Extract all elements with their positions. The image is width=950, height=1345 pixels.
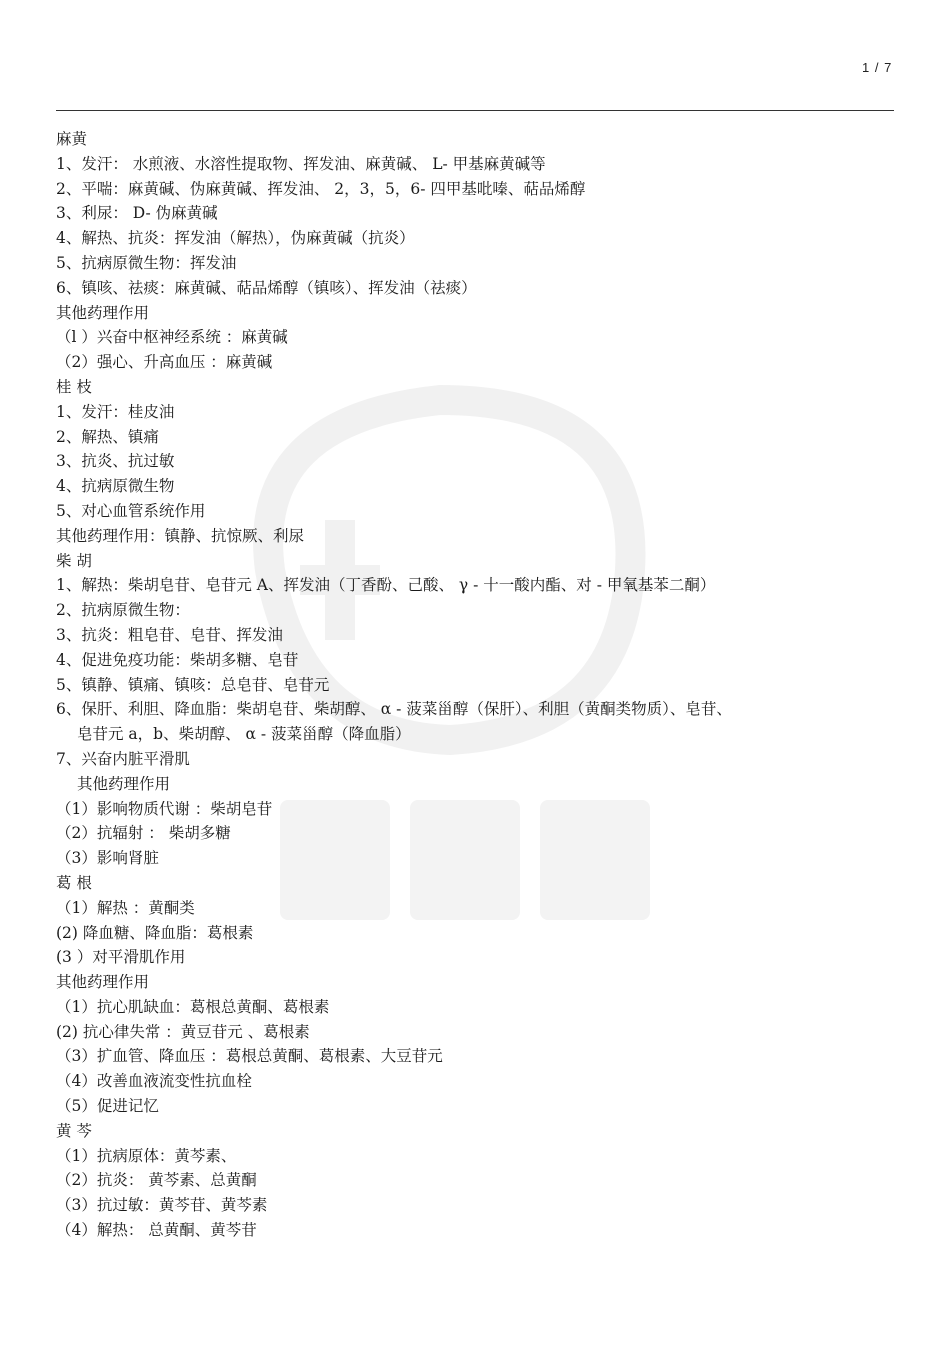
text-line: 2、解热、镇痛 — [56, 427, 159, 446]
text-line: 3、抗炎：粗皂苷、皂苷、挥发油 — [56, 625, 283, 644]
text-line: 葛 根 — [56, 873, 92, 892]
text-line: 1、解热：柴胡皂苷、皂苷元 A、挥发油（丁香酚、己酸、 γ - 十一酸内酯、对 - 甲氧基苯二酮） — [56, 576, 716, 595]
text-line: 6、镇咳、祛痰：麻黄碱、萜品烯醇（镇咳）、挥发油（祛痰） — [56, 278, 477, 297]
text-line: (3 ）对平滑肌作用 — [56, 948, 186, 967]
page-number: 1 / 7 — [862, 60, 893, 75]
text-line: 1、发汗：桂皮油 — [56, 402, 175, 421]
text-line: （3）影响肾脏 — [56, 849, 159, 868]
text-line: 其他药理作用 — [56, 973, 150, 992]
text-line: 2、抗病原微生物： — [56, 601, 190, 620]
text-line: 麻黄 — [56, 130, 88, 148]
text-line: （1）解热 ：黄酮类 — [56, 898, 195, 917]
text-line: (2) 抗心律失常 ：黄豆苷元 、葛根素 — [56, 1022, 310, 1041]
text-line: 4、促进免疫功能：柴胡多糖、皂苷 — [56, 650, 299, 669]
text-line: 柴 胡 — [56, 551, 92, 570]
text-line: 1、发汗： 水煎液、水溶性提取物、挥发油、麻黄碱、 L- 甲基麻黄碱等 — [56, 154, 546, 173]
text-line: （4）改善血液流变性抗血栓 — [56, 1072, 252, 1091]
header-rule — [56, 110, 894, 111]
text-line: 2、平喘：麻黄碱、伪麻黄碱、挥发油、 2，3，5，6- 四甲基吡嗪、萜品烯醇 — [56, 179, 586, 198]
text-line: （4）解热： 总黄酮、黄芩苷 — [56, 1221, 257, 1240]
text-line: （1）抗病原体：黄芩素、 — [56, 1146, 237, 1165]
document-body — [56, 127, 906, 1243]
text-line: 4、解热、抗炎：挥发油（解热），伪麻黄碱（抗炎） — [56, 229, 415, 248]
text-line: 6、保肝、利胆、降血脂：柴胡皂苷、柴胡醇、 α - 菠菜甾醇（保肝）、利胆（黄酮类物质）、皂苷、 — [56, 700, 732, 719]
text-line: 5、对心血管系统作用 — [56, 501, 206, 520]
text-line: （2）抗辐射 ： 柴胡多糖 — [56, 824, 231, 843]
text-line: （5）促进记忆 — [56, 1097, 159, 1116]
text-line: 皂苷元 a，b、柴胡醇、 α - 菠菜甾醇（降血脂） — [77, 725, 411, 744]
text-line: 其他药理作用 — [77, 774, 171, 793]
text-line: （2）抗炎： 黄芩素、总黄酮 — [56, 1171, 257, 1190]
text-line: (2) 降血糖、降血脂：葛根素 — [56, 923, 254, 942]
text-line: （3）扩血管、降血压 ：葛根总黄酮、葛根素、大豆苷元 — [56, 1047, 443, 1066]
text-line: 3、抗炎、抗过敏 — [56, 452, 175, 471]
text-line: （3）抗过敏：黄芩苷、黄芩素 — [56, 1196, 268, 1215]
text-line: 5、抗病原微生物：挥发油 — [56, 253, 237, 272]
text-line: （l ）兴奋中枢神经系统 ：麻黄碱 — [56, 328, 288, 347]
text-line: （1）抗心肌缺血：葛根总黄酮、葛根素 — [56, 997, 330, 1016]
text-line: 7、兴奋内脏平滑肌 — [56, 749, 190, 768]
text-line: （2）强心、升高血压 ：麻黄碱 — [56, 353, 273, 372]
text-line: 其他药理作用 — [56, 303, 150, 322]
text-line: （1）影响物质代谢 ：柴胡皂苷 — [56, 799, 273, 818]
text-line: 3、利尿： D- 伪麻黄碱 — [56, 204, 218, 223]
text-line: 桂 枝 — [56, 377, 92, 396]
text-line: 其他药理作用：镇静、抗惊厥、利尿 — [56, 526, 305, 545]
text-line: 4、抗病原微生物 — [56, 477, 175, 496]
text-line: 黄 芩 — [56, 1121, 92, 1140]
text-line: 5、镇静、镇痛、镇咳：总皂苷、皂苷元 — [56, 675, 330, 694]
